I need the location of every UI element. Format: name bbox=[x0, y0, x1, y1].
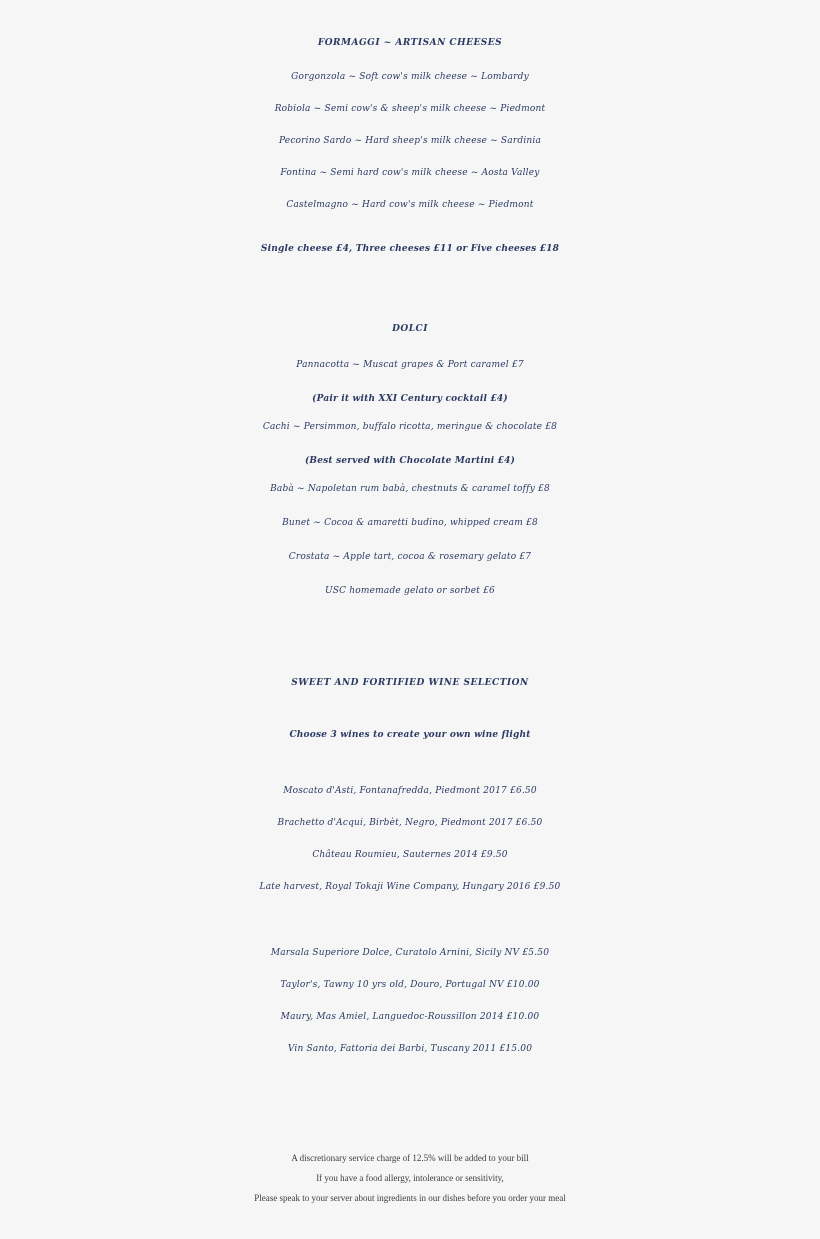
wine-item: Vin Santo, Fattoria dei Barbi, Tuscany 2011 £15.00 bbox=[287, 1044, 533, 1054]
dessert-item-crostata: Crostata ~ Apple tart, cocoa & rosemary gelato £7 bbox=[288, 552, 532, 562]
cheese-pricing: Single cheese £4, Three cheeses £11 or Five cheeses £18 bbox=[260, 244, 560, 254]
ingredients-note: Please speak to your server about ingredients in our dishes before you order your meal bbox=[254, 1193, 566, 1203]
cheese-item-pecorino: Pecorino Sardo ~ Hard sheep's milk cheese ~ Sardinia bbox=[278, 136, 542, 146]
wine-item: Late harvest, Royal Tokaji Wine Company, Hungary 2016 £9.50 bbox=[259, 882, 561, 892]
dolci-heading: DOLCI bbox=[392, 324, 428, 334]
wine-item: Château Roumieu, Sauternes 2014 £9.50 bbox=[312, 850, 508, 860]
wine-heading: SWEET AND FORTIFIED WINE SELECTION bbox=[291, 678, 529, 688]
cheese-heading: FORMAGGI ~ ARTISAN CHEESES bbox=[317, 38, 503, 48]
wine-item: Maury, Mas Amiel, Languedoc-Roussillon 2014 £10.00 bbox=[280, 1012, 540, 1022]
cheese-item-fontina: Fontina ~ Semi hard cow's milk cheese ~ Aosta Valley bbox=[280, 168, 540, 178]
dessert-pairing-note: (Pair it with XXI Century cocktail £4) bbox=[312, 394, 508, 404]
cheese-item-castelmagno: Castelmagno ~ Hard cow's milk cheese ~ Piedmont bbox=[286, 200, 534, 210]
dessert-item-cachi: Cachi ~ Persimmon, buffalo ricotta, meringue & chocolate £8 bbox=[262, 422, 558, 432]
dessert-pairing-note: (Best served with Chocolate Martini £4) bbox=[304, 456, 516, 466]
service-charge-note: A discretionary service charge of 12.5% will be added to your bill bbox=[291, 1153, 529, 1163]
allergy-note: If you have a food allergy, intolerance or sensitivity, bbox=[316, 1173, 504, 1183]
wine-item: Marsala Superiore Dolce, Curatolo Arnini, Sicily NV £5.50 bbox=[270, 948, 550, 958]
dessert-item-pannacotta: Pannacotta ~ Muscat grapes & Port caramel £7 bbox=[296, 360, 524, 370]
cheese-item-robiola: Robiola ~ Semi cow's & sheep's milk cheese ~ Piedmont bbox=[274, 104, 546, 114]
cheese-item-gorgonzola: Gorgonzola ~ Soft cow's milk cheese ~ Lombardy bbox=[291, 72, 529, 82]
wine-item: Taylor's, Tawny 10 yrs old, Douro, Portugal NV £10.00 bbox=[280, 980, 540, 990]
dessert-item-baba: Babà ~ Napoletan rum babà, chestnuts & caramel toffy £8 bbox=[270, 484, 550, 494]
wine-item: Brachetto d'Acqui, Birbèt, Negro, Piedmont 2017 £6.50 bbox=[277, 818, 543, 828]
dessert-item-gelato: USC homemade gelato or sorbet £6 bbox=[325, 586, 495, 596]
wine-item: Moscato d'Asti, Fontanafredda, Piedmont 2017 £6.50 bbox=[283, 786, 537, 796]
dessert-item-bunet: Bunet ~ Cocoa & amaretti budino, whipped cream £8 bbox=[282, 518, 538, 528]
wine-flight-note: Choose 3 wines to create your own wine flight bbox=[289, 730, 531, 740]
